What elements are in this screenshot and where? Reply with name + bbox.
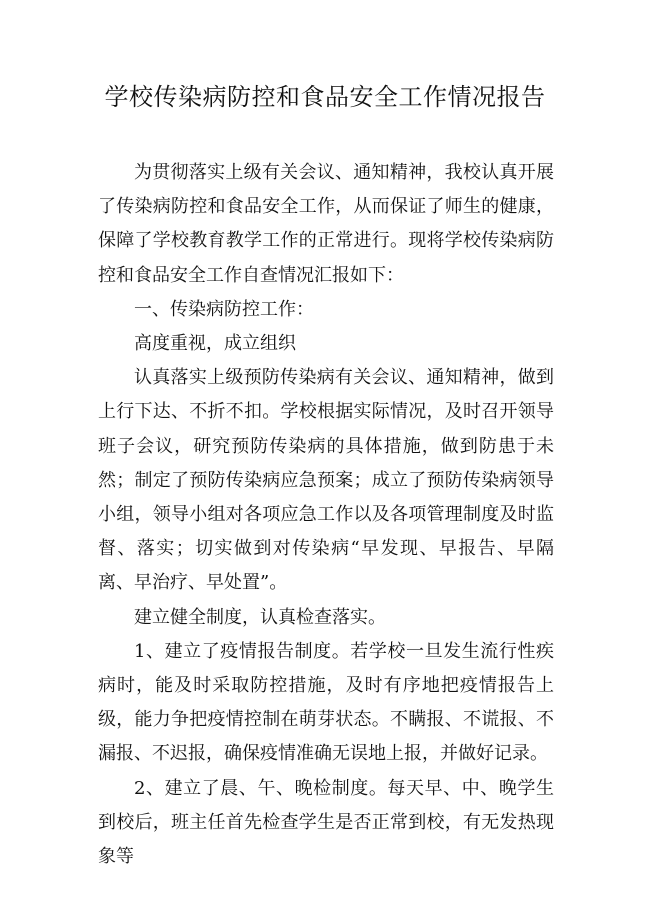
paragraph-check-system: 2、建立了晨、午、晚检制度。每天早、中、晚学生到校后，班主任首先检查学生是否正常到校，有无发热现象等 bbox=[98, 777, 554, 868]
document-body bbox=[98, 156, 554, 874]
paragraph-intro: 为贯彻落实上级有关会议、通知精神，我校认真开展了传染病防控和食品安全工作，从而保证了师生的健康，保障了学校教育教学工作的正常进行。现将学校传染病防控和食品安全工作自查情况汇报如下： bbox=[98, 162, 554, 286]
paragraph-organization: 认真落实上级预防传染病有关会议、通知精神，做到上行下达、不折不扣。学校根据实际情况，及时召开领导班子会议，研究预防传染病的具体措施，做到防患于未然；制定了预防传染病应急预案；成立了预防传染病领导小组，领导小组对各项应急工作以及各项管理制度及时监督、落实；切实做到对传染病“早发现、早报告、早隔离、早治疗、早处置”。 bbox=[98, 367, 554, 594]
document-title: 学校传染病防控和食品安全工作情况报告 bbox=[104, 83, 546, 111]
section-heading-disease-control: 一、传染病防控工作： bbox=[134, 298, 314, 320]
paragraph-report-system: 1、建立了疫情报告制度。若学校一旦发生流行性疾病时，能及时采取防控措施，及时有序地把疫情报告上级，能力争把疫情控制在萌芽状态。不瞒报、不谎报、不漏报、不迟报，确保疫情准确无误地上报，并做好记录。 bbox=[98, 640, 554, 765]
subheading-system: 建立健全制度，认真检查落实。 bbox=[134, 606, 386, 628]
subheading-organization: 高度重视，成立组织 bbox=[134, 333, 296, 355]
